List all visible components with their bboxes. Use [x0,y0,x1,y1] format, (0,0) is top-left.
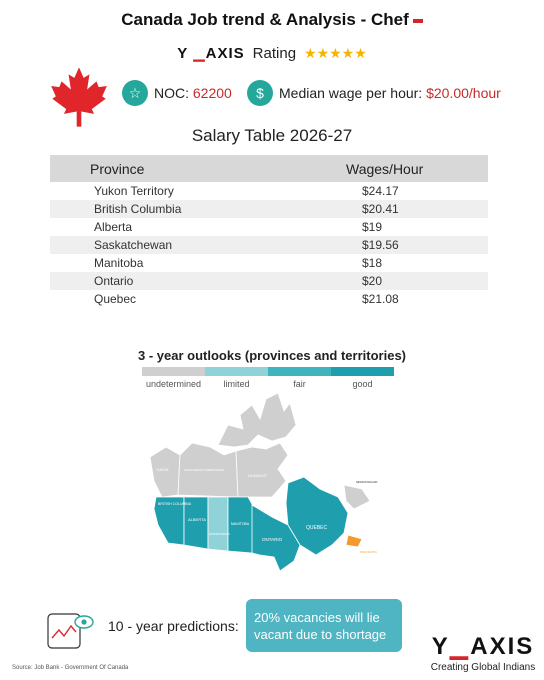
logo-small-y: Y [177,45,188,62]
province-cell: Ontario [50,272,310,290]
legend-label-undetermined: undetermined [145,379,202,389]
star-rating-icon: ★★★★★ [304,44,367,61]
canada-outlook-map [148,385,396,585]
table-row [50,254,488,272]
table-row [50,290,488,308]
prediction-label: 10 - year predictions: [108,618,239,634]
map-label-alberta: ALBERTA [188,517,206,522]
wage-block [247,80,501,106]
rating-label: Rating [252,44,297,62]
noc-block [122,80,232,106]
province-cell: Quebec [94,292,137,306]
map-region-atlantic [346,535,362,547]
rating-row [0,44,544,62]
legend-swatch-good [331,367,394,376]
map-region-sask [208,497,228,551]
legend-label-fair: fair [293,379,306,389]
map-label-nunavut: NUNAVUT [248,473,268,478]
wage-cell: $19 [362,220,383,234]
maple-leaf-icon [50,66,108,128]
province-cell: Manitoba [94,256,144,270]
province-cell: Saskatchewan [50,236,310,254]
outlook-title: 3 - year outlooks (provinces and territories) [137,348,407,363]
legend-swatch-limited [205,367,268,376]
legend-swatch-undetermined [142,367,205,376]
page-title [0,10,544,30]
dollar-hand-icon: $ [247,80,273,106]
wage-cell: $20 [310,272,488,290]
yaxis-logo-small [177,44,244,62]
map-label-sask: SASKATCHEWAN [209,533,230,536]
wage-cell: $19.56 [310,236,488,254]
yaxis-brand [430,632,536,673]
map-label-ontario: ONTARIO [262,537,283,542]
map-region-nunavut [236,443,288,497]
title-accent-bar [413,19,423,23]
province-cell: Alberta [94,220,133,234]
legend-label-good: good [352,379,373,389]
wage-text [279,85,501,101]
wage-cell: $21.08 [362,292,399,306]
logo-small-axis: AXIS [205,45,245,62]
noc-value: 62200 [192,85,232,101]
map-region-nl [344,485,370,509]
table-row [50,272,488,290]
map-label-atlantic: NOVA SCOTIA [360,551,377,554]
table-row [50,200,488,218]
salary-table [50,155,488,308]
brand-tagline: Creating Global Indians [430,662,536,673]
table-row [50,218,488,236]
noc-text [154,85,232,101]
outlook-legend-bar [142,367,394,376]
logo-small-accent: ▁ [193,45,206,62]
province-cell: Yukon Territory [94,184,174,198]
legend-swatch-fair [268,367,331,376]
brand-logo-axis: AXIS [470,633,535,660]
map-arctic-islands [218,393,296,447]
table-header-row [50,155,488,182]
salary-table-title: Salary Table 2026-27 [191,126,353,145]
table-row [50,182,488,200]
wage-label: Median wage per hour: [279,85,423,101]
map-label-yukon: YUKON [156,468,169,472]
map-region-yukon [150,447,180,497]
map-label-nl: NEWFOUNDLAND [356,481,378,484]
prediction-box: 20% vacancies will lie vacant due to shortage [246,599,402,652]
noc-label: NOC: [154,85,189,101]
map-label-bc: BRITISH COLUMBIA [158,502,192,506]
map-label-nwt: NORTHWEST TERRITORIES [184,468,225,472]
source-note: Source: Job Bank - Government Of Canada [12,665,129,671]
column-header-province: Province [50,155,310,182]
column-header-wages: Wages/Hour [310,155,488,182]
legend-label-limited: limited [223,379,250,389]
page-title-text: Canada Job trend & Analysis - Chef [121,10,409,29]
wage-cell: $24.17 [362,184,399,198]
wage-value: $20.00/hour [426,85,501,101]
brand-logo-accent: ▁ [449,633,471,660]
star-hand-icon: ☆ [122,80,148,106]
brand-logo-y: Y [431,633,450,660]
wage-cell: $20.41 [310,200,488,218]
trend-eye-icon [46,608,96,652]
table-row [50,236,488,254]
map-label-manitoba: MANITOBA [231,522,250,526]
wage-cell: $18 [362,256,383,270]
province-cell: British Columbia [50,200,310,218]
map-label-quebec: QUEBEC [306,525,328,531]
yaxis-logo [430,632,536,661]
